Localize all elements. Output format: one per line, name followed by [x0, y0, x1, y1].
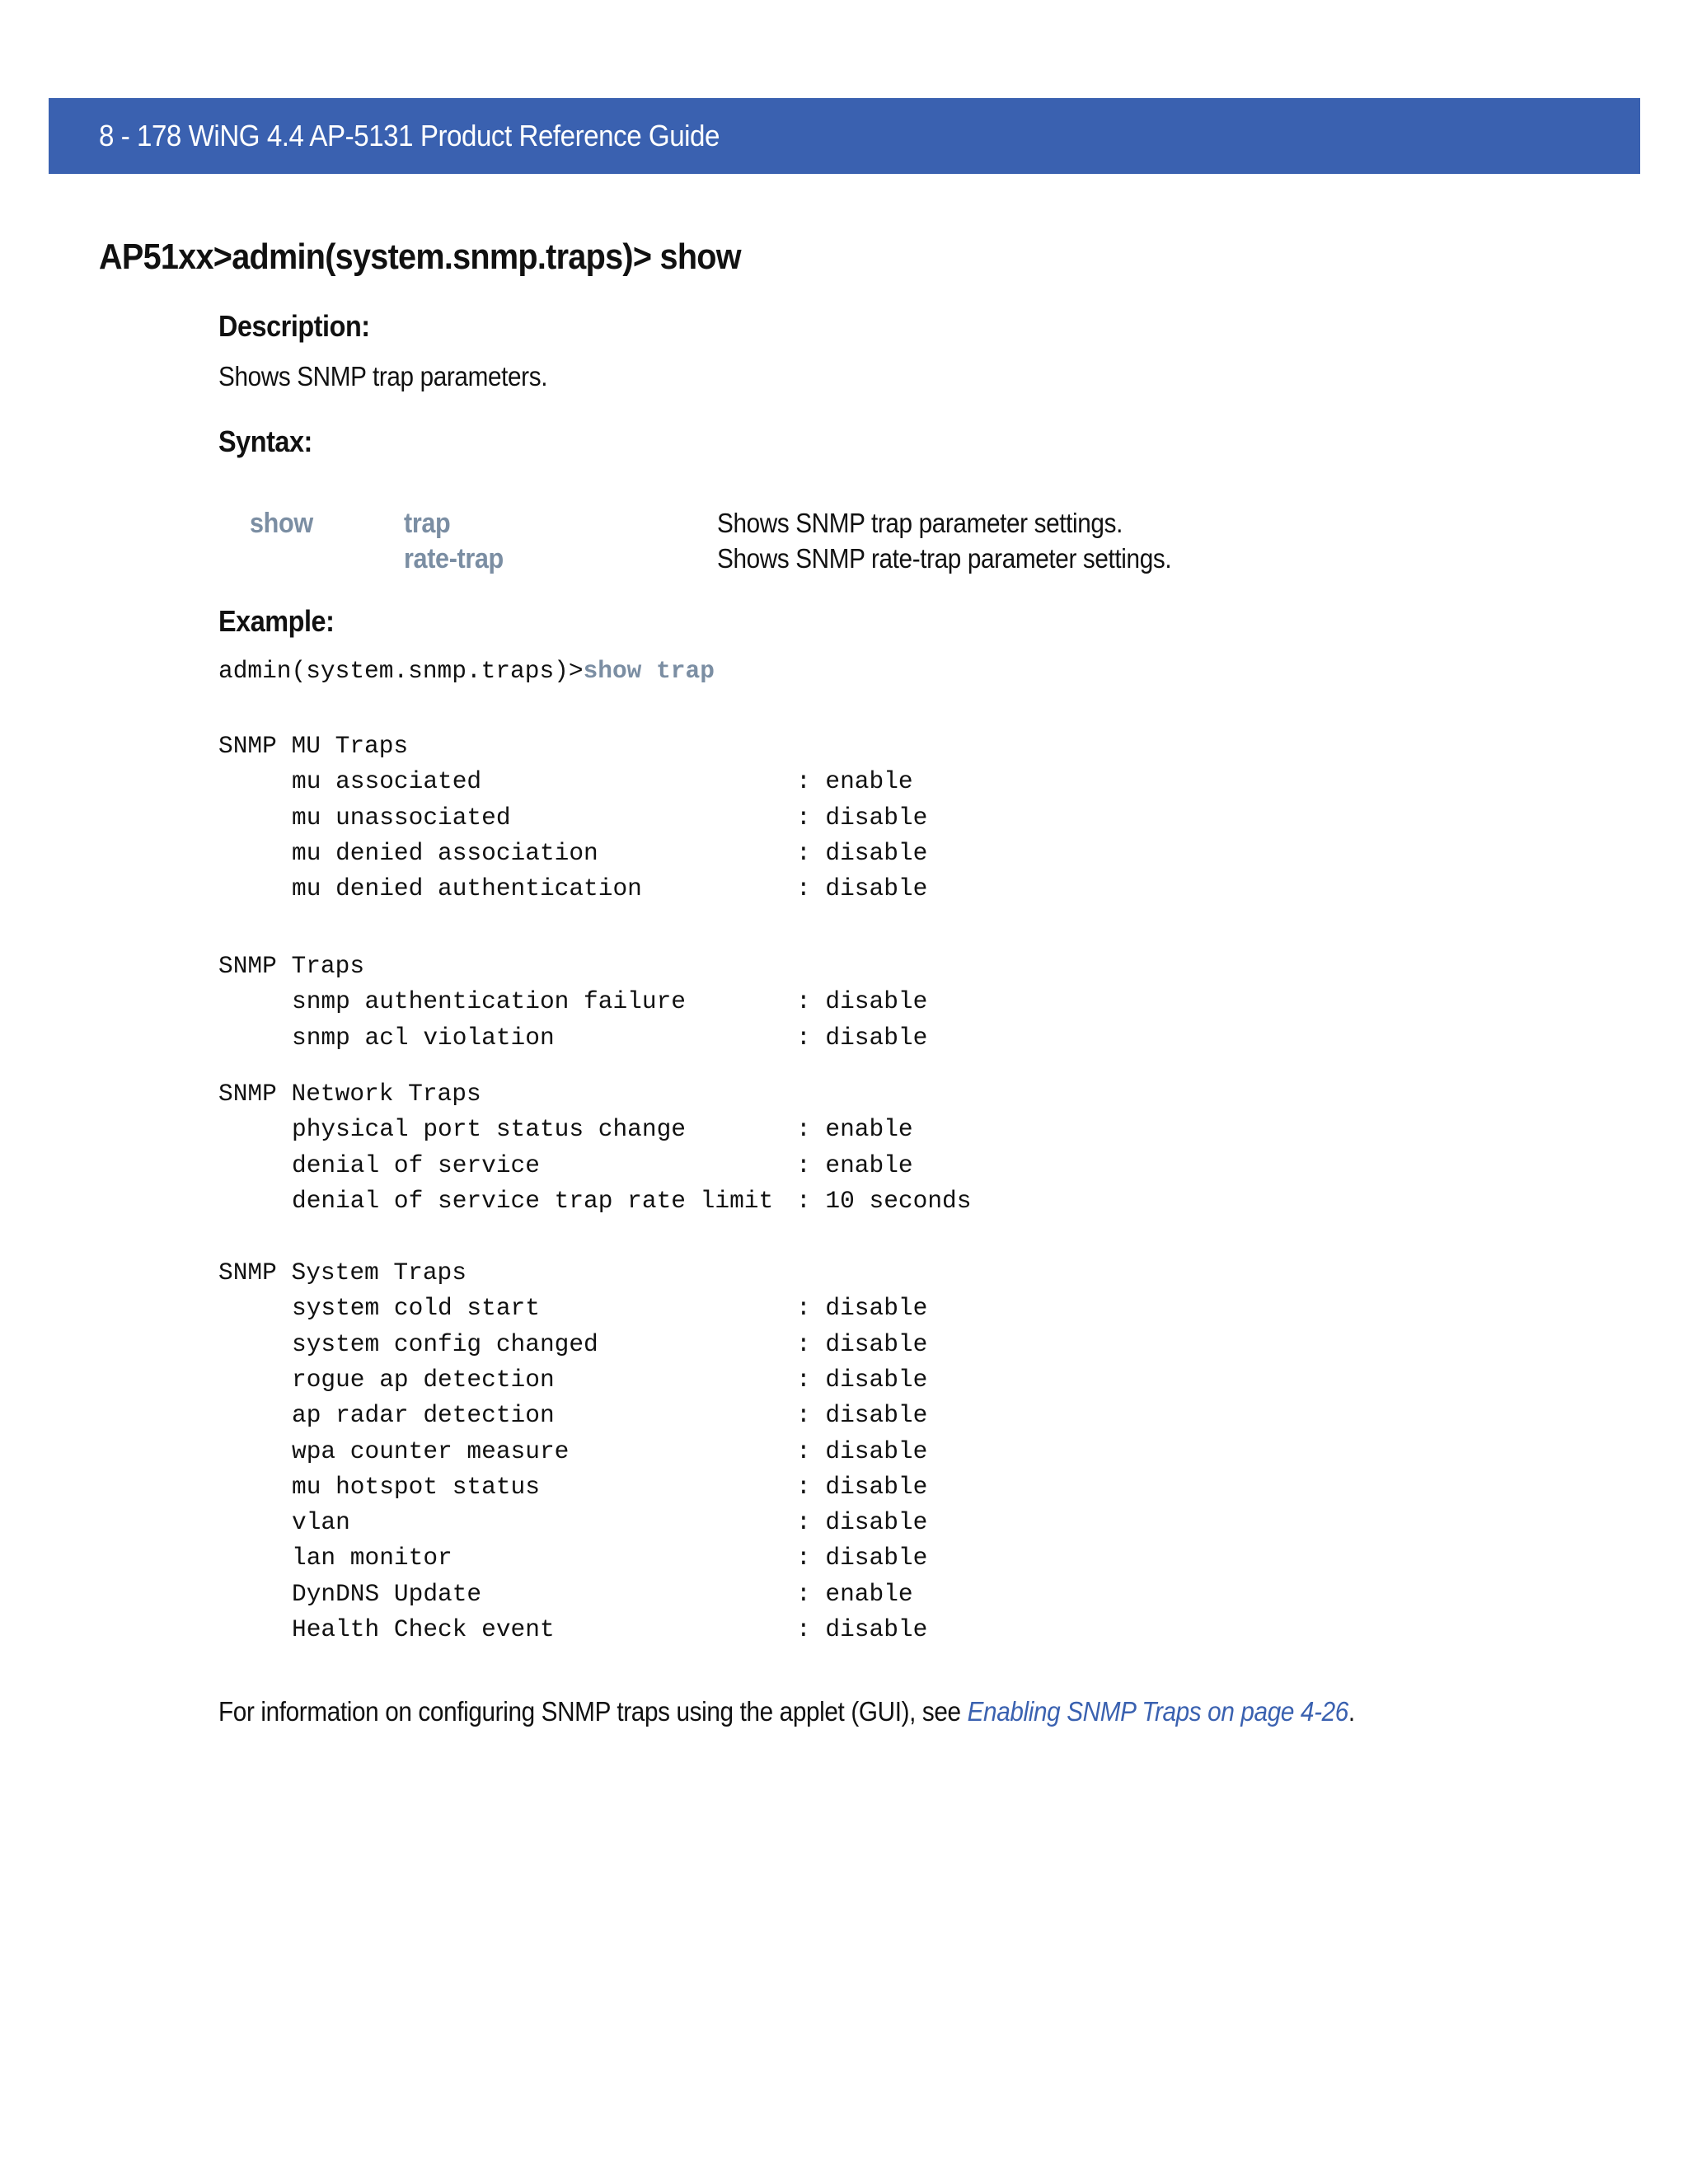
cli-prompt: admin(system.snmp.traps)>: [218, 657, 584, 685]
output-value: : disable: [796, 874, 928, 903]
syntax-param-trap: trap: [404, 508, 451, 539]
output-row: [218, 835, 927, 871]
output-value: : disable: [796, 1294, 928, 1323]
output-row: [218, 1611, 927, 1647]
output-key: mu unassociated: [292, 803, 511, 832]
output-value: : 10 seconds: [796, 1186, 972, 1215]
output-value: : disable: [796, 838, 928, 867]
output-row: [218, 1504, 927, 1540]
output-value: : disable: [796, 1615, 928, 1643]
output-value: : disable: [796, 1365, 928, 1394]
output-key: DynDNS Update: [292, 1579, 482, 1608]
page-title: AP51xx>admin(system.snmp.traps)> show: [99, 237, 741, 277]
output-key: lan monitor: [292, 1544, 452, 1572]
running-header: 8 - 178 WiNG 4.4 AP-5131 Product Reference Guide: [99, 119, 720, 152]
example-heading: Example:: [218, 604, 335, 638]
description-heading: Description:: [218, 309, 370, 343]
output-row: [218, 1147, 913, 1183]
output-row: [218, 983, 927, 1019]
output-row: [218, 1540, 927, 1576]
output-row: [218, 1469, 927, 1505]
output-row: [218, 763, 913, 799]
output-group-title: SNMP Traps: [218, 952, 365, 980]
output-key: denial of service: [292, 1151, 540, 1179]
output-key: rogue ap detection: [292, 1365, 555, 1394]
output-key: denial of service trap rate limit: [292, 1186, 774, 1215]
output-key: mu associated: [292, 767, 482, 796]
output-value: : disable: [796, 1436, 928, 1465]
output-row: [218, 1111, 913, 1147]
output-key: snmp acl violation: [292, 1023, 555, 1052]
output-value: : enable: [796, 1151, 913, 1179]
output-key: mu denied authentication: [292, 874, 642, 903]
footer-text: For information on configuring SNMP traps using the applet (GUI), see: [218, 1696, 968, 1727]
output-key: mu hotspot status: [292, 1472, 540, 1501]
output-group-title: SNMP MU Traps: [218, 732, 409, 760]
output-value: : enable: [796, 767, 913, 796]
output-row: [218, 1183, 971, 1219]
output-row: [218, 1397, 927, 1433]
output-row: [218, 1576, 913, 1612]
output-key: mu denied association: [292, 838, 598, 867]
output-row: [218, 1326, 927, 1362]
output-value: : enable: [796, 1115, 913, 1144]
syntax-desc-rate-trap: Shows SNMP rate-trap parameter settings.: [717, 543, 1172, 574]
output-row: [218, 1019, 927, 1056]
output-value: : disable: [796, 1023, 928, 1052]
output-value: : disable: [796, 1329, 928, 1358]
output-value: : disable: [796, 1472, 928, 1501]
syntax-heading: Syntax:: [218, 424, 312, 458]
output-row: [218, 1433, 927, 1469]
example-command-line: [218, 657, 715, 685]
output-key: system config changed: [292, 1329, 598, 1358]
syntax-desc-trap: Shows SNMP trap parameter settings.: [717, 508, 1123, 538]
output-value: : disable: [796, 987, 928, 1016]
output-group-title: SNMP System Traps: [218, 1258, 467, 1286]
output-row: [218, 870, 927, 907]
description-text: Shows SNMP trap parameters.: [218, 361, 548, 391]
output-value: : enable: [796, 1579, 913, 1608]
output-value: : disable: [796, 1544, 928, 1572]
output-key: system cold start: [292, 1294, 540, 1323]
footer-period: .: [1348, 1696, 1355, 1727]
output-key: ap radar detection: [292, 1401, 555, 1430]
output-key: wpa counter measure: [292, 1436, 570, 1465]
output-key: Health Check event: [292, 1615, 555, 1643]
page-header-band: [49, 98, 1640, 174]
cli-command: show trap: [583, 657, 715, 685]
syntax-param-rate-trap: rate-trap: [404, 543, 504, 574]
output-value: : disable: [796, 1401, 928, 1430]
output-row: [218, 1290, 927, 1326]
cross-reference-link[interactable]: Enabling SNMP Traps on page 4-26: [967, 1696, 1348, 1727]
footer-note: [218, 1696, 1355, 1727]
output-key: physical port status change: [292, 1115, 686, 1144]
output-value: : disable: [796, 1508, 928, 1537]
output-key: snmp authentication failure: [292, 987, 686, 1016]
syntax-command: show: [250, 508, 313, 539]
output-key: vlan: [292, 1508, 350, 1537]
output-value: : disable: [796, 803, 928, 832]
output-row: [218, 799, 927, 836]
output-group-title: SNMP Network Traps: [218, 1080, 481, 1108]
output-row: [218, 1361, 927, 1398]
